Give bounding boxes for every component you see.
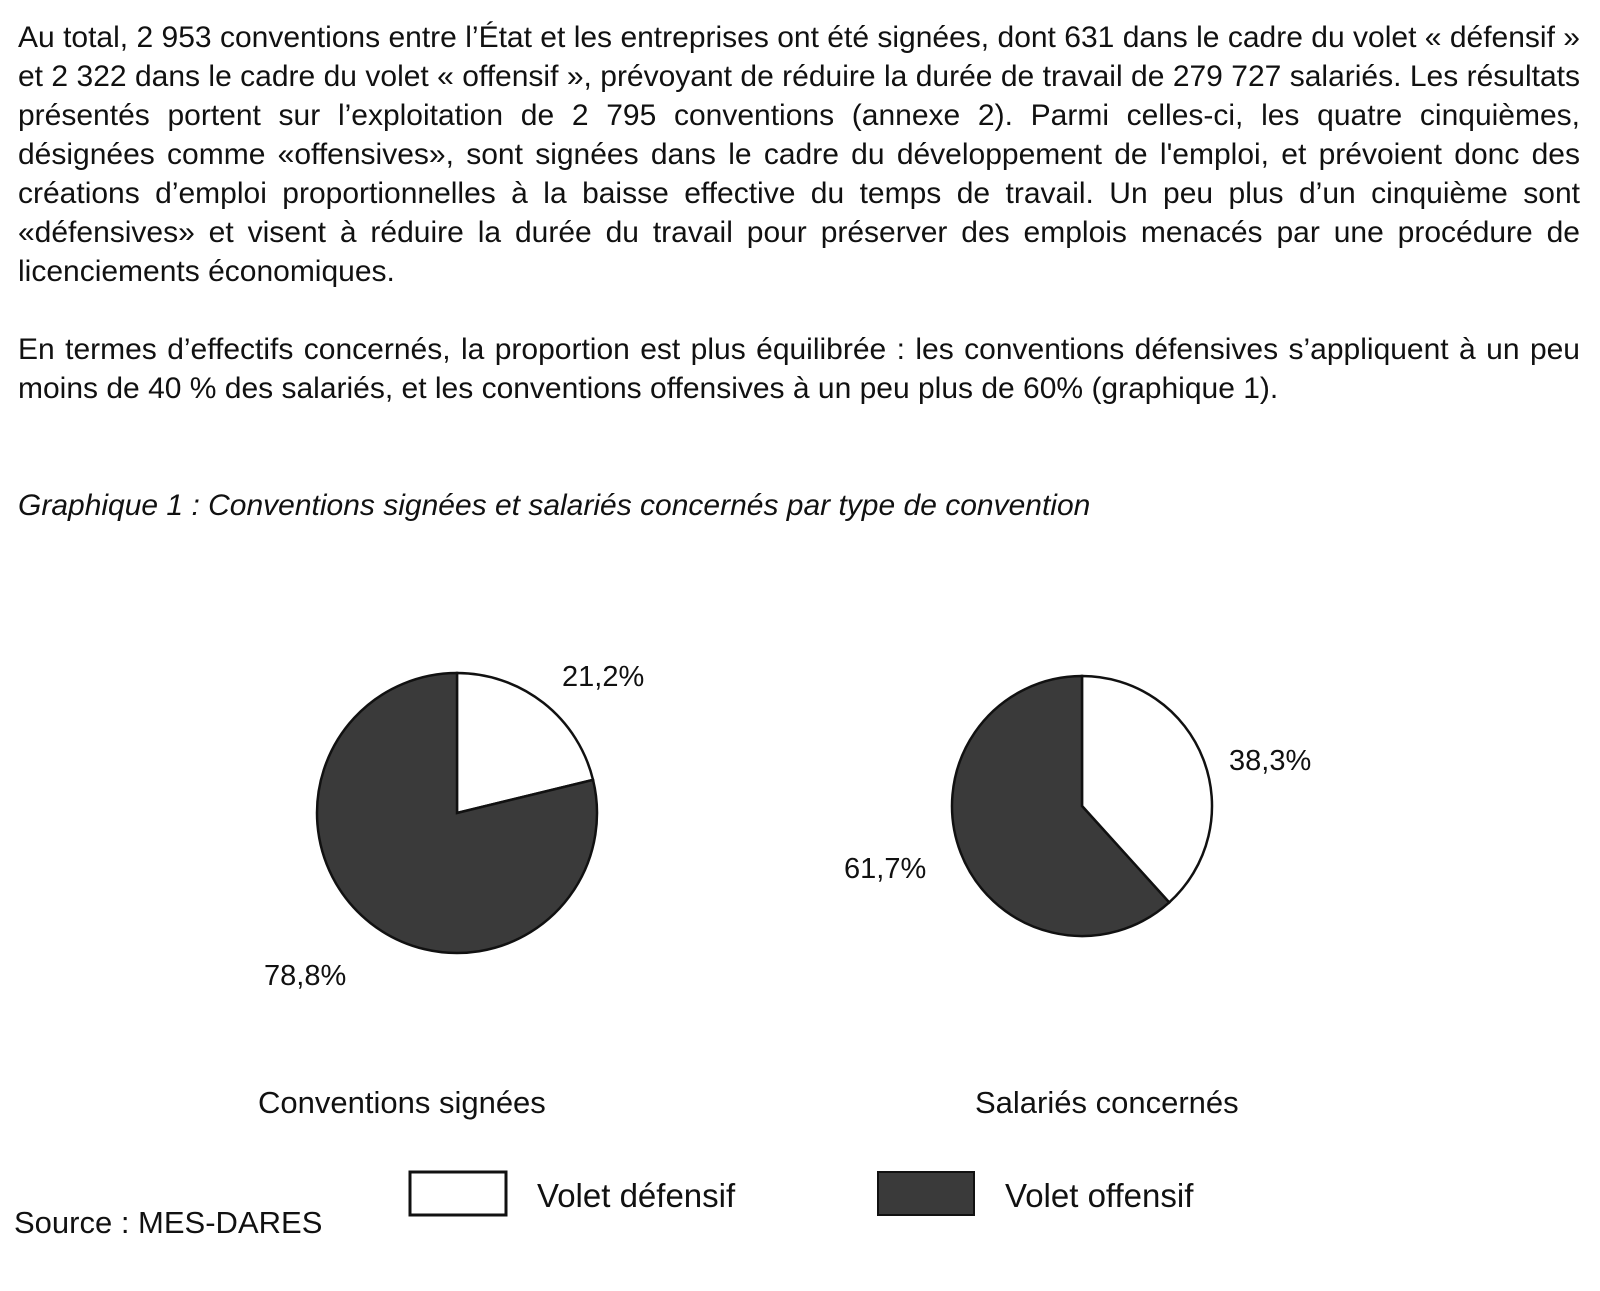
pie-chart-salaries [844,676,1311,1120]
pie-title-salaries: Salariés concernés [975,1085,1239,1120]
pie-label-conventions-defensif: 21,2% [562,661,645,693]
legend-swatch-offensif [878,1172,974,1215]
legend-label-defensif: Volet défensif [537,1177,736,1214]
pie-label-salaries-defensif: 38,3% [1229,745,1312,777]
pie-title-conventions: Conventions signées [258,1085,546,1120]
legend-swatch-defensif [410,1172,506,1215]
pie-chart-conventions [258,661,644,1120]
chart-legend [410,1172,1194,1215]
legend-label-offensif: Volet offensif [1005,1177,1194,1214]
paragraph-effectifs: En termes d’effectifs concernés, la proportion est plus équilibrée : les conventions défensives s’appliquent à un peu moins de 40 % des salariés, et les conventions offensives à un peu plus de 60% (graphique 1). [18,333,1580,405]
pie-label-salaries-offensif: 61,7% [844,853,927,885]
pie-label-conventions-offensif: 78,8% [264,960,347,992]
paragraph-intro: Au total, 2 953 conventions entre l’État et les entreprises ont été signées, dont 631 dans le cadre du volet « défensif » et 2 322 dans le cadre du volet « offensif », prévoyant de réduire la durée de travail de 279 727 salariés. Les résultats présentés portent sur l’exploitation de 2 795 conventions (annexe 2). Parmi celles-ci, les quatre cinquièmes, désignées comme «offensives», sont signées dans le cadre du développement de l'emploi, et prévoient donc des créations d’emploi proportionnelles à la baisse effective du temps de travail. Un peu plus d’un cinquième sont «défensives» et visent à réduire la durée du travail pour préserver des emplois menacés par une procédure de licenciements économiques. [18,21,1580,288]
figure-caption: Graphique 1 : Conventions signées et salariés concernés par type de convention [18,489,1091,522]
source-note: Source : MES-DARES [14,1205,323,1240]
